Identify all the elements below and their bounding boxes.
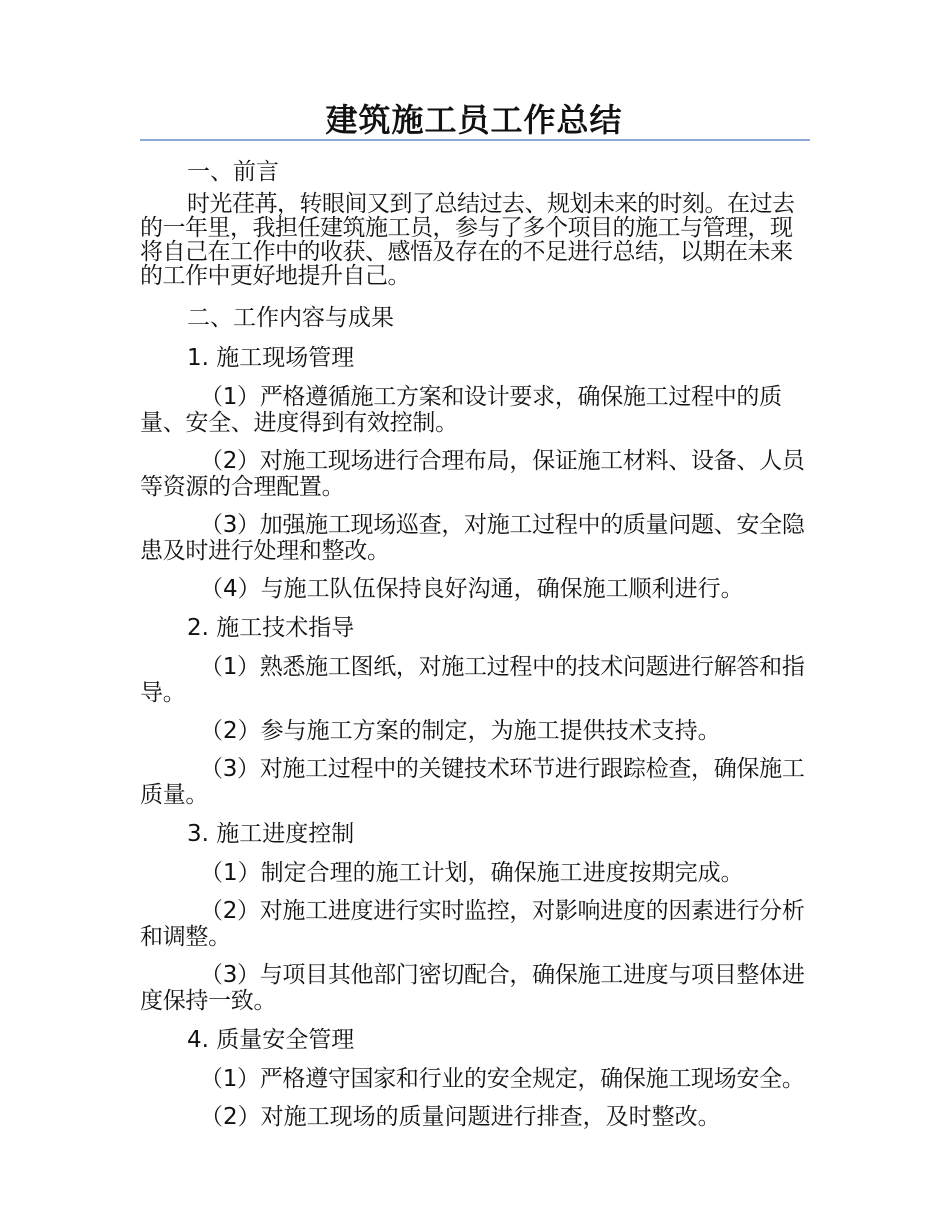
site-item-1: （1）严格遵循施工方案和设计要求，确保施工过程中的质量、安全、进度得到有效控制。: [140, 384, 782, 436]
page-title: 建筑施工员工作总结: [325, 101, 623, 139]
title-underline: [140, 139, 810, 141]
site-item-3: （3）加强施工现场巡查，对施工过程中的质量问题、安全隐患及时进行处理和整改。: [140, 512, 805, 564]
tech-item-1: （1）熟悉施工图纸，对施工过程中的技术问题进行解答和指导。: [140, 654, 805, 706]
quality-item-2: （2）对施工现场的质量问题进行排查，及时整改。: [200, 1104, 721, 1130]
site-management-heading: 1. 施工现场管理: [187, 345, 355, 371]
quality-safety-heading: 4. 质量安全管理: [187, 1027, 355, 1053]
preface-heading: 一、前言: [187, 159, 279, 185]
preface-paragraph: 时光荏苒，转眼间又到了总结过去、规划未来的时刻。在过去的一年里，我担任建筑施工员，参与了多个项目的施工与管理，现将自己在工作中的收获、感悟及存在的不足进行总结，以期在未来的工作中更好地提升自己。: [140, 191, 795, 289]
schedule-item-2: （2）对施工进度进行实时监控，对影响进度的因素进行分析和调整。: [140, 898, 805, 950]
work-heading: 二、工作内容与成果: [187, 305, 394, 331]
schedule-item-3: （3）与项目其他部门密切配合，确保施工进度与项目整体进度保持一致。: [140, 962, 805, 1014]
quality-item-1: （1）严格遵守国家和行业的安全规定，确保施工现场安全。: [200, 1066, 805, 1092]
schedule-item-1: （1）制定合理的施工计划，确保施工进度按期完成。: [200, 860, 744, 886]
tech-item-3: （3）对施工过程中的关键技术环节进行跟踪检查，确保施工质量。: [140, 756, 805, 808]
tech-item-2: （2）参与施工方案的制定，为施工提供技术支持。: [200, 718, 721, 744]
site-item-4: （4）与施工队伍保持良好沟通，确保施工顺利进行。: [200, 576, 744, 602]
schedule-control-heading: 3. 施工进度控制: [187, 821, 355, 847]
document-body: [140, 152, 810, 1130]
tech-guidance-heading: 2. 施工技术指导: [187, 615, 355, 641]
site-item-2: （2）对施工现场进行合理布局，保证施工材料、设备、人员等资源的合理配置。: [140, 448, 805, 500]
